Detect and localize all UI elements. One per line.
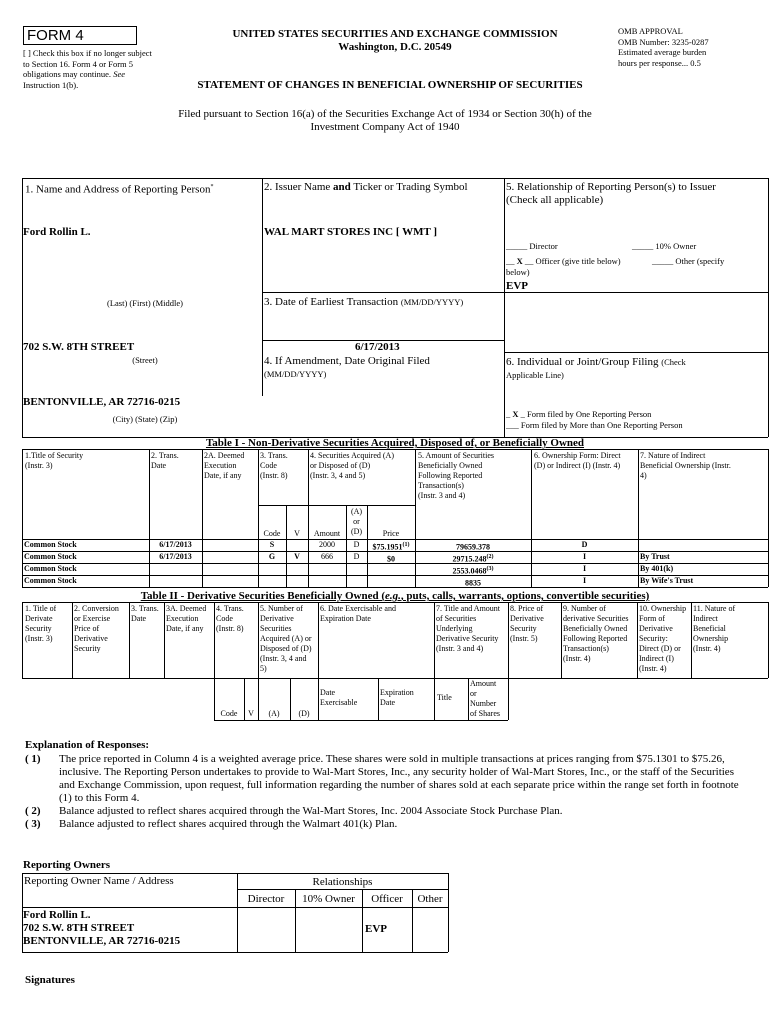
table2-title: Table II - Derivative Securities Beneficially Owned (e.g., puts, calls, warrants, options, convertible securities) [140,590,650,602]
t1-cell-code: G [268,552,276,561]
t1-h-code: 3. Trans. Code (Instr. 8) [260,451,288,480]
owner-officer-value: EVP [365,923,387,935]
reporting-owners-heading: Reporting Owners [23,859,111,871]
t1-cell-nature: By Wife's Trust [640,576,694,585]
footnote-item [25,753,750,805]
t1-cell-form: I [582,552,587,561]
footnote-ref: (1) [402,542,410,548]
t1-cell-form: I [582,564,587,573]
t2-h-nature: 11. Nature of Indirect Beneficial Ownership (Instr. 4) [693,604,736,653]
t2-h-conversion: 2. Conversion or Exercise Price of Derivative Security [74,604,119,653]
t2-h-trans-date: 3. Trans. Date [131,604,159,623]
owners-col-name: Reporting Owner Name / Address [24,875,174,887]
t1-cell-nature: By 401(k) [640,564,674,573]
t1-cell-title: Common Stock [24,564,77,573]
explanation-heading: Explanation of Responses: [25,739,150,751]
t1-h-deemed: 2A. Deemed Execution Date, if any [204,451,245,480]
t2-h-deemed: 3A. Deemed Execution Date, if any [166,604,207,633]
no-longer-subject-note: [ ] Check this box if no longer subject to Section 16. Form 4 or Form 5 obligations may continue. See Instruction 1(b). [23,48,152,90]
statement-title: STATEMENT OF CHANGES IN BENEFICIAL OWNERSHIP OF SECURITIES [197,79,583,91]
owners-col-ten: 10% Owner [302,893,355,905]
t1-h-title: 1.Title of Security (Instr. 3) [25,451,84,470]
t1-h-code-sub: Code [263,529,281,538]
t1-h-nature: 7. Nature of Indirect Beneficial Ownership (Instr. 4) [640,451,731,480]
owners-col-director: Director [247,893,285,905]
table1-title: Table I - Non-Derivative Securities Acquired, Disposed of, or Beneficially Owned [205,437,585,449]
t1-cell-title: Common Stock [24,576,77,585]
agency-name: UNITED STATES SECURITIES AND EXCHANGE COMMISSION [232,28,558,40]
t1-cell-ad: D [353,540,360,549]
signatures-heading: Signatures [25,974,75,986]
footnote-item [25,818,750,831]
footnote-ref: (3) [486,566,494,572]
box4-label-small: (MM/DD/YYYY) [264,369,327,379]
t2-h-code: 4. Trans. Code (Instr. 8) [216,604,244,633]
t1-cell-price: $0 [387,554,395,564]
t2-h-number-owned: 9. Number of derivative Securities Beneficially Owned Following Reported Transaction(s) (Instr. 4) [563,604,629,663]
t1-cell-date: 6/17/2013 [159,552,192,561]
t1-h-amount-owned: 5. Amount of Securities Beneficially Owned Following Reported Transaction(s) (Instr. 3 and 4) [418,451,494,500]
box3-label: 3. Date of Earliest Transaction (MM/DD/YYYY) [264,296,464,308]
t2-h-amount-sub: Amount or Number of Shares [470,679,500,718]
t1-h-acquired: 4. Securities Acquired (A) or Disposed of (D) (Instr. 3, 4 and 5) [310,451,394,480]
t2-h-title: 1. Title of Derivate Security (Instr. 3) [25,604,57,643]
t2-h-code-sub: Code [220,709,238,718]
reporting-person-name: Ford Rollin L. [23,226,91,238]
box6-label-small: Applicable Line) [506,370,564,380]
street-caption: (Street) [132,355,158,365]
box5-label: 5. Relationship of Reporting Person(s) to Issuer (Check all applicable) [506,181,716,206]
more-reporting-persons-option[interactable]: ___ Form filed by More than One Reporting Person [506,420,683,430]
t1-cell-owned: 2553.0468$^{(3)}$ [452,566,494,576]
issuer-name: WAL MART STORES INC [ WMT ] [264,226,438,238]
t1-cell-ad: D [353,552,360,561]
officer-title: EVP [506,280,528,292]
t1-cell-price: $75.1951$^{(1)}$ [372,542,410,552]
box1-label: 1. Name and Address of Reporting Person* [25,183,214,196]
agency-location: Washington, D.C. 20549 [338,41,452,53]
footnote-number: ( 2) [25,805,41,817]
t1-cell-form: D [581,540,588,549]
t1-cell-nature: By Trust [640,552,670,561]
earliest-transaction-date: 6/17/2013 [355,341,400,353]
footnote-number: ( 1) [25,753,41,765]
t1-h-v-sub: V [294,529,300,538]
t2-h-a-sub: (A) [268,709,280,718]
box2-label: 2. Issuer Name and Ticker or Trading Symbol [264,181,468,193]
t2-h-date-ex-sub: Date Exercisable [320,688,358,707]
t2-h-date-exercisable: 6. Date Exercisable and Expiration Date [320,604,396,623]
t1-cell-title: Common Stock [24,552,77,561]
other-below: below) [506,267,530,277]
footnote-item [25,805,750,818]
reporting-person-city: BENTONVILLE, AR 72716-0215 [23,396,181,408]
t1-h-amount-sub: Amount [313,529,341,538]
name-caption: (Last) (First) (Middle) [106,298,183,308]
t2-h-title-sub: Title [437,693,452,702]
t1-cell-title: Common Stock [24,540,77,549]
t2-h-price: 8. Price of Derivative Security (Instr. 5) [510,604,544,643]
ten-pct-owner-checkbox[interactable]: _____ 10% Owner [632,241,697,251]
t1-h-aord-sub: (A) or (D) [350,507,363,536]
t1-cell-owned: 8835 [465,578,481,588]
reporting-person-street: 702 S.W. 8TH STREET [23,341,135,353]
owners-col-relationships: Relationships [312,876,373,888]
t1-cell-v: V [294,552,300,561]
footnote-text: The price reported in Column 4 is a weighted average price. These shares were sold in multiple transactions at prices ranging from $75.1301 to $75.26, inclusive. The Reporting Person undertakes to provide to Wal-Mart Stores, Inc., any security holder of Wal-Mart Stores, Inc., or the staff of the Securities and Exchange Commission, upon request, full information regarding the number of shares sold at each separate price within the range set forth in footnote (1) to this Form 4. [59,753,739,804]
t2-h-ownership-form: 10. Ownership Form of Derivative Security: Direct (D) or Indirect (I) (Instr. 4) [639,604,687,673]
owners-col-officer: Officer [371,893,403,905]
one-reporting-person-option[interactable]: _ X _ Form filed by One Reporting Person [506,409,652,419]
t2-h-underlying: 7. Title and Amount of Securities Underlying Derivative Security (Instr. 3 and 4) [436,604,501,653]
t1-cell-owned: 29715.248$^{(2)}$ [452,554,494,564]
box4-label: 4. If Amendment, Date Original Filed [264,355,430,367]
t2-h-d-sub: (D) [298,709,310,718]
t1-cell-code: S [269,540,275,549]
filed-pursuant: Filed pursuant to Section 16(a) of the Securities Exchange Act of 1934 or Section 30(h) of the Investment Company Act of 1940 [178,108,592,133]
t1-h-ownership-form: 6. Ownership Form: Direct (D) or Indirect (I) (Instr. 4) [534,451,621,470]
officer-checkbox[interactable]: __ X __ Officer (give title below) [506,256,621,266]
owners-col-other: Other [417,893,443,905]
owner-name-address: Ford Rollin L. 702 S.W. 8TH STREET BENTONVILLE, AR 72716-0215 [23,909,181,947]
t1-cell-amount: 666 [321,552,333,561]
omb-approval: OMB APPROVAL OMB Number: 3235-0287 Estimated average burden hours per response... 0.5 [618,26,709,68]
box6-label: 6. Individual or Joint/Group Filing (Check [506,356,686,368]
footnote-text: Balance adjusted to reflect shares acquired through the Walmart 401(k) Plan. [59,818,398,830]
t1-cell-owned: 79659.378 [456,542,490,552]
t2-h-v-sub: V [248,709,254,718]
t1-cell-amount: 2000 [319,540,335,549]
t2-h-number: 5. Number of Derivative Securities Acquired (A) or Disposed of (D) (Instr. 3, 4 and 5) [260,604,312,673]
t1-h-trans-date: 2. Trans. Date [151,451,179,470]
t1-h-price-sub: Price [382,529,400,538]
footnote-text: Balance adjusted to reflect shares acquired through the Wal-Mart Stores, Inc. 2004 Associate Stock Purchase Plan. [59,805,563,817]
city-caption: (City) (State) (Zip) [112,414,178,424]
footnote-ref: (2) [486,554,494,560]
t1-cell-date: 6/17/2013 [159,540,192,549]
other-checkbox[interactable]: _____ Other (specify [652,256,725,266]
director-checkbox[interactable]: _____ Director [506,241,558,251]
t2-h-exp-sub: Expiration Date [380,688,414,707]
form-title: FORM 4 [27,27,84,44]
footnote-number: ( 3) [25,818,41,830]
t1-cell-form: I [582,576,587,585]
